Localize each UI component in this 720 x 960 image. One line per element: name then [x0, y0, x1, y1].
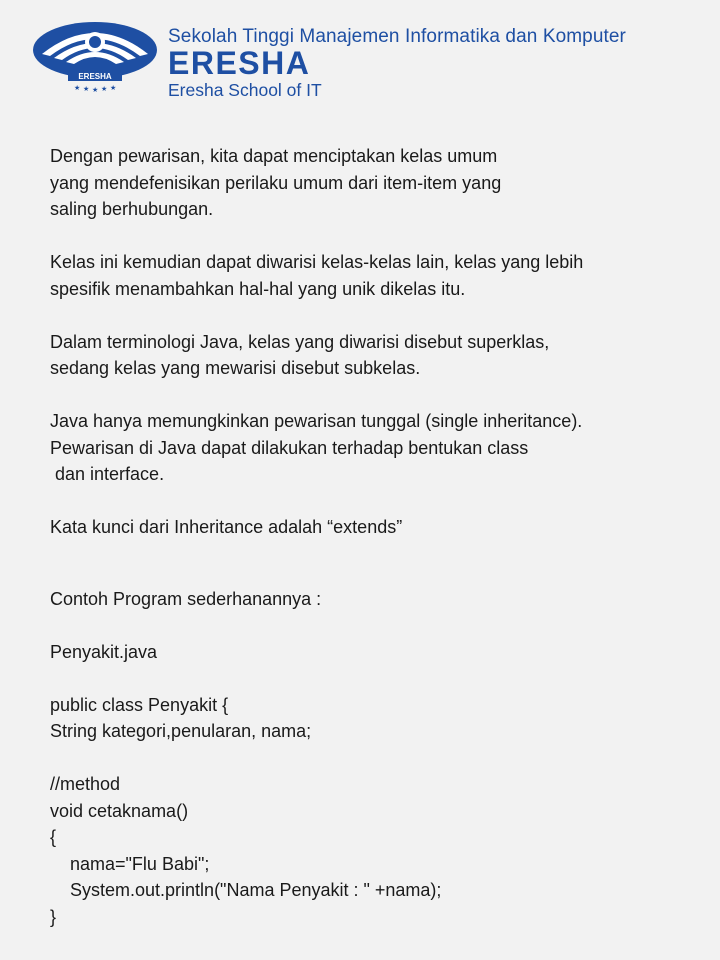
code-line: {: [50, 827, 57, 847]
code-line: public class Penyakit {: [50, 694, 229, 715]
code-line: String kategori,penularan, nama;: [50, 721, 312, 741]
header: [0, 0, 720, 110]
code-line: //method: [50, 774, 121, 794]
svg-text:★: ★: [101, 85, 108, 93]
paragraph-line: dan interface.: [50, 464, 165, 484]
paragraph: [50, 249, 710, 302]
paragraph: [50, 329, 710, 382]
eresha-logo-icon: [30, 20, 160, 96]
paragraph-line: Dengan pewarisan, kita dapat menciptakan kelas umum: [50, 146, 498, 166]
svg-text:★: ★: [74, 84, 81, 92]
brand-name: ERESHA: [168, 45, 311, 81]
svg-text:★: ★: [92, 86, 99, 94]
svg-text:★: ★: [83, 85, 90, 93]
code-line: nama="Flu Babi";: [50, 853, 210, 874]
paragraph-line: Pewarisan di Java dapat dilakukan terhadap bentukan class: [50, 437, 529, 458]
header-text: [168, 26, 626, 100]
code-block: [50, 692, 710, 745]
document-body: [50, 143, 710, 930]
code-line: System.out.println("Nama Penyakit : " +nama);: [50, 880, 442, 900]
paragraph-line: Java hanya memungkinkan pewarisan tunggal (single inheritance).: [50, 411, 583, 431]
paragraph-line: spesifik menambahkan hal-hal yang unik dikelas itu.: [50, 278, 466, 299]
paragraph: [50, 514, 710, 541]
paragraph-line: yang mendefenisikan perilaku umum dari item-item yang: [50, 172, 502, 193]
paragraph: [50, 143, 710, 223]
paragraph-line: sedang kelas yang mewarisi disebut subkelas.: [50, 358, 421, 378]
filename: [50, 639, 710, 666]
svg-text:★: ★: [110, 84, 117, 92]
paragraph-line: saling berhubungan.: [50, 199, 214, 219]
paragraph-line: Kelas ini kemudian dapat diwarisi kelas-kelas lain, kelas yang lebih: [50, 252, 584, 272]
paragraph-line: Kata kunci dari Inheritance adalah “extends”: [50, 517, 403, 537]
paragraph-line: Dalam terminologi Java, kelas yang diwarisi disebut superklas,: [50, 331, 550, 352]
code-line: void cetaknama(): [50, 800, 189, 821]
example-heading: [50, 586, 710, 613]
example-heading-text: Contoh Program sederhanannya :: [50, 588, 322, 609]
logo-banner-text: ERESHA: [78, 72, 112, 81]
brand-subtitle: Eresha School of IT: [168, 80, 322, 100]
filename-text: Penyakit.java: [50, 641, 158, 662]
paragraph: [50, 408, 710, 488]
code-line: }: [50, 906, 57, 927]
institution-name: Sekolah Tinggi Manajemen Informatika dan Komputer: [168, 26, 626, 47]
code-block: [50, 771, 710, 930]
